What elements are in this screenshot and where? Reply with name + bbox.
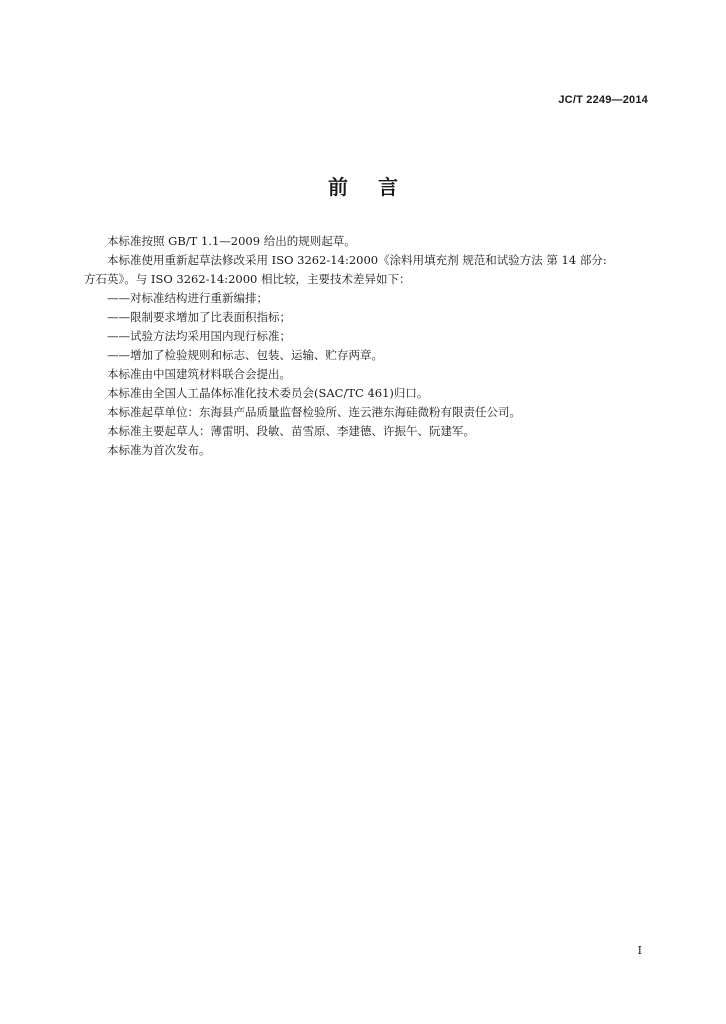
paragraph-drafting-rules: 本标准按照 GB/T 1.1—2009 给出的规则起草。 [107,234,356,248]
standard-code-header: JC/T 2249—2014 [558,94,648,106]
page-number: I [637,944,642,957]
list-item: ——试验方法均采用国内现行标准； [107,329,291,343]
foreword-body [84,232,646,460]
paragraph-first-issue: 本标准为首次发布。 [107,443,211,457]
paragraph-proposer: 本标准由中国建筑材料联合会提出。 [107,367,291,381]
list-item: ——对标准结构进行重新编排； [107,291,268,305]
paragraph-drafting-units: 本标准起草单位：东海县产品质量监督检验所、连云港东海硅微粉有限责任公司。 [107,405,521,419]
page-title: 前言 [328,175,428,199]
paragraph-adoption-line-2: 方石英》。与 ISO 3262-14:2000 相比较，主要技术差异如下： [84,272,411,286]
paragraph-adoption-line-1: 本标准使用重新起草法修改采用 ISO 3262-14:2000《涂料用填充剂 规范和试验方法 第 14 部分: [107,253,607,267]
list-item: ——增加了检验规则和标志、包装、运输、贮存两章。 [107,348,383,362]
paragraph-committee: 本标准由全国人工晶体标准化技术委员会(SAC/TC 461)归口。 [107,386,429,400]
list-item: ——限制要求增加了比表面积指标； [107,310,291,324]
paragraph-drafters: 本标准主要起草人：薄雷明、段敏、苗雪原、李建德、许振午、阮建军。 [107,424,475,438]
